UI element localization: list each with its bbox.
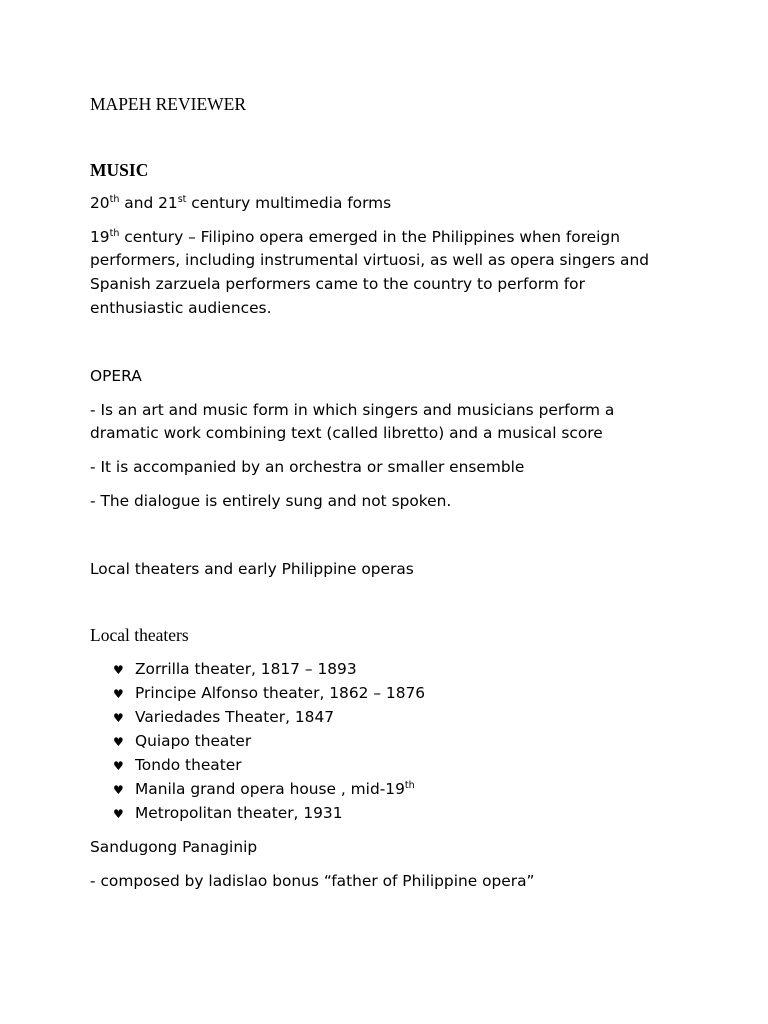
sandugong-panaginip-note: - composed by ladislao bonus “father of Philippine opera” xyxy=(90,871,535,890)
theater-list-item xyxy=(113,705,334,730)
forms-text-rest: century multimedia forms xyxy=(186,193,392,212)
theater-list-item xyxy=(113,777,415,802)
theater-list-item-text: Tondo theater xyxy=(135,755,242,774)
heart-bullet-icon: ♥ xyxy=(113,758,124,773)
theater-list-item xyxy=(113,801,343,826)
multimedia-forms-line xyxy=(90,191,391,215)
theater-list-item xyxy=(113,753,242,778)
theater-list-item-text: Quiapo theater xyxy=(135,731,252,750)
opera-point: - It is accompanied by an orchestra or smaller ensemble xyxy=(90,457,525,476)
intro-paragraph-line: Spanish zarzuela performers came to the country to perform for xyxy=(90,274,585,293)
intro-first-line-text: century – Filipino opera emerged in the Philippines when foreign xyxy=(119,227,620,246)
intro-paragraph-line: enthusiastic audiences. xyxy=(90,298,272,317)
document-title: MAPEH REVIEWER xyxy=(90,94,247,114)
heart-bullet-icon: ♥ xyxy=(113,806,124,821)
theater-list-item xyxy=(113,681,425,706)
section-heading-music: MUSIC xyxy=(90,160,149,180)
superscript-st: st xyxy=(177,193,187,205)
theater-list-item xyxy=(113,657,357,682)
superscript-th: th xyxy=(404,779,415,791)
opera-definition-line: - Is an art and music form in which singers and musicians perform a xyxy=(90,400,615,419)
theater-list-item-text: Manila grand opera house , mid-19 xyxy=(135,779,405,798)
heart-bullet-icon: ♥ xyxy=(113,734,124,749)
heart-bullet-icon: ♥ xyxy=(113,710,124,725)
opera-heading: OPERA xyxy=(90,366,142,385)
opera-point: - The dialogue is entirely sung and not spoken. xyxy=(90,491,452,510)
heart-bullet-icon: ♥ xyxy=(113,782,124,797)
superscript-th: th xyxy=(109,193,120,205)
local-theaters-operas-heading: Local theaters and early Philippine operas xyxy=(90,559,414,578)
theater-list-item-text: Variedades Theater, 1847 xyxy=(135,707,335,726)
heart-bullet-icon: ♥ xyxy=(113,662,124,677)
forms-number-20: 20 xyxy=(90,193,110,212)
local-theaters-heading: Local theaters xyxy=(90,624,189,645)
sandugong-panaginip-title: Sandugong Panaginip xyxy=(90,837,258,856)
intro-paragraph-line: performers, including instrumental virtuosi, as well as opera singers and xyxy=(90,251,650,270)
theater-list-item-text: Zorrilla theater, 1817 – 1893 xyxy=(135,659,357,678)
theater-list-item-text: Metropolitan theater, 1931 xyxy=(135,803,343,822)
forms-text-and-21: and 21 xyxy=(119,193,178,212)
superscript-th: th xyxy=(109,227,120,239)
intro-paragraph-line xyxy=(90,225,620,249)
intro-lead-number: 19 xyxy=(90,227,110,246)
theater-list-item-text: Principe Alfonso theater, 1862 – 1876 xyxy=(135,683,426,702)
theater-list-item xyxy=(113,729,251,754)
opera-definition-line: dramatic work combining text (called libretto) and a musical score xyxy=(90,424,603,443)
heart-bullet-icon: ♥ xyxy=(113,686,124,701)
